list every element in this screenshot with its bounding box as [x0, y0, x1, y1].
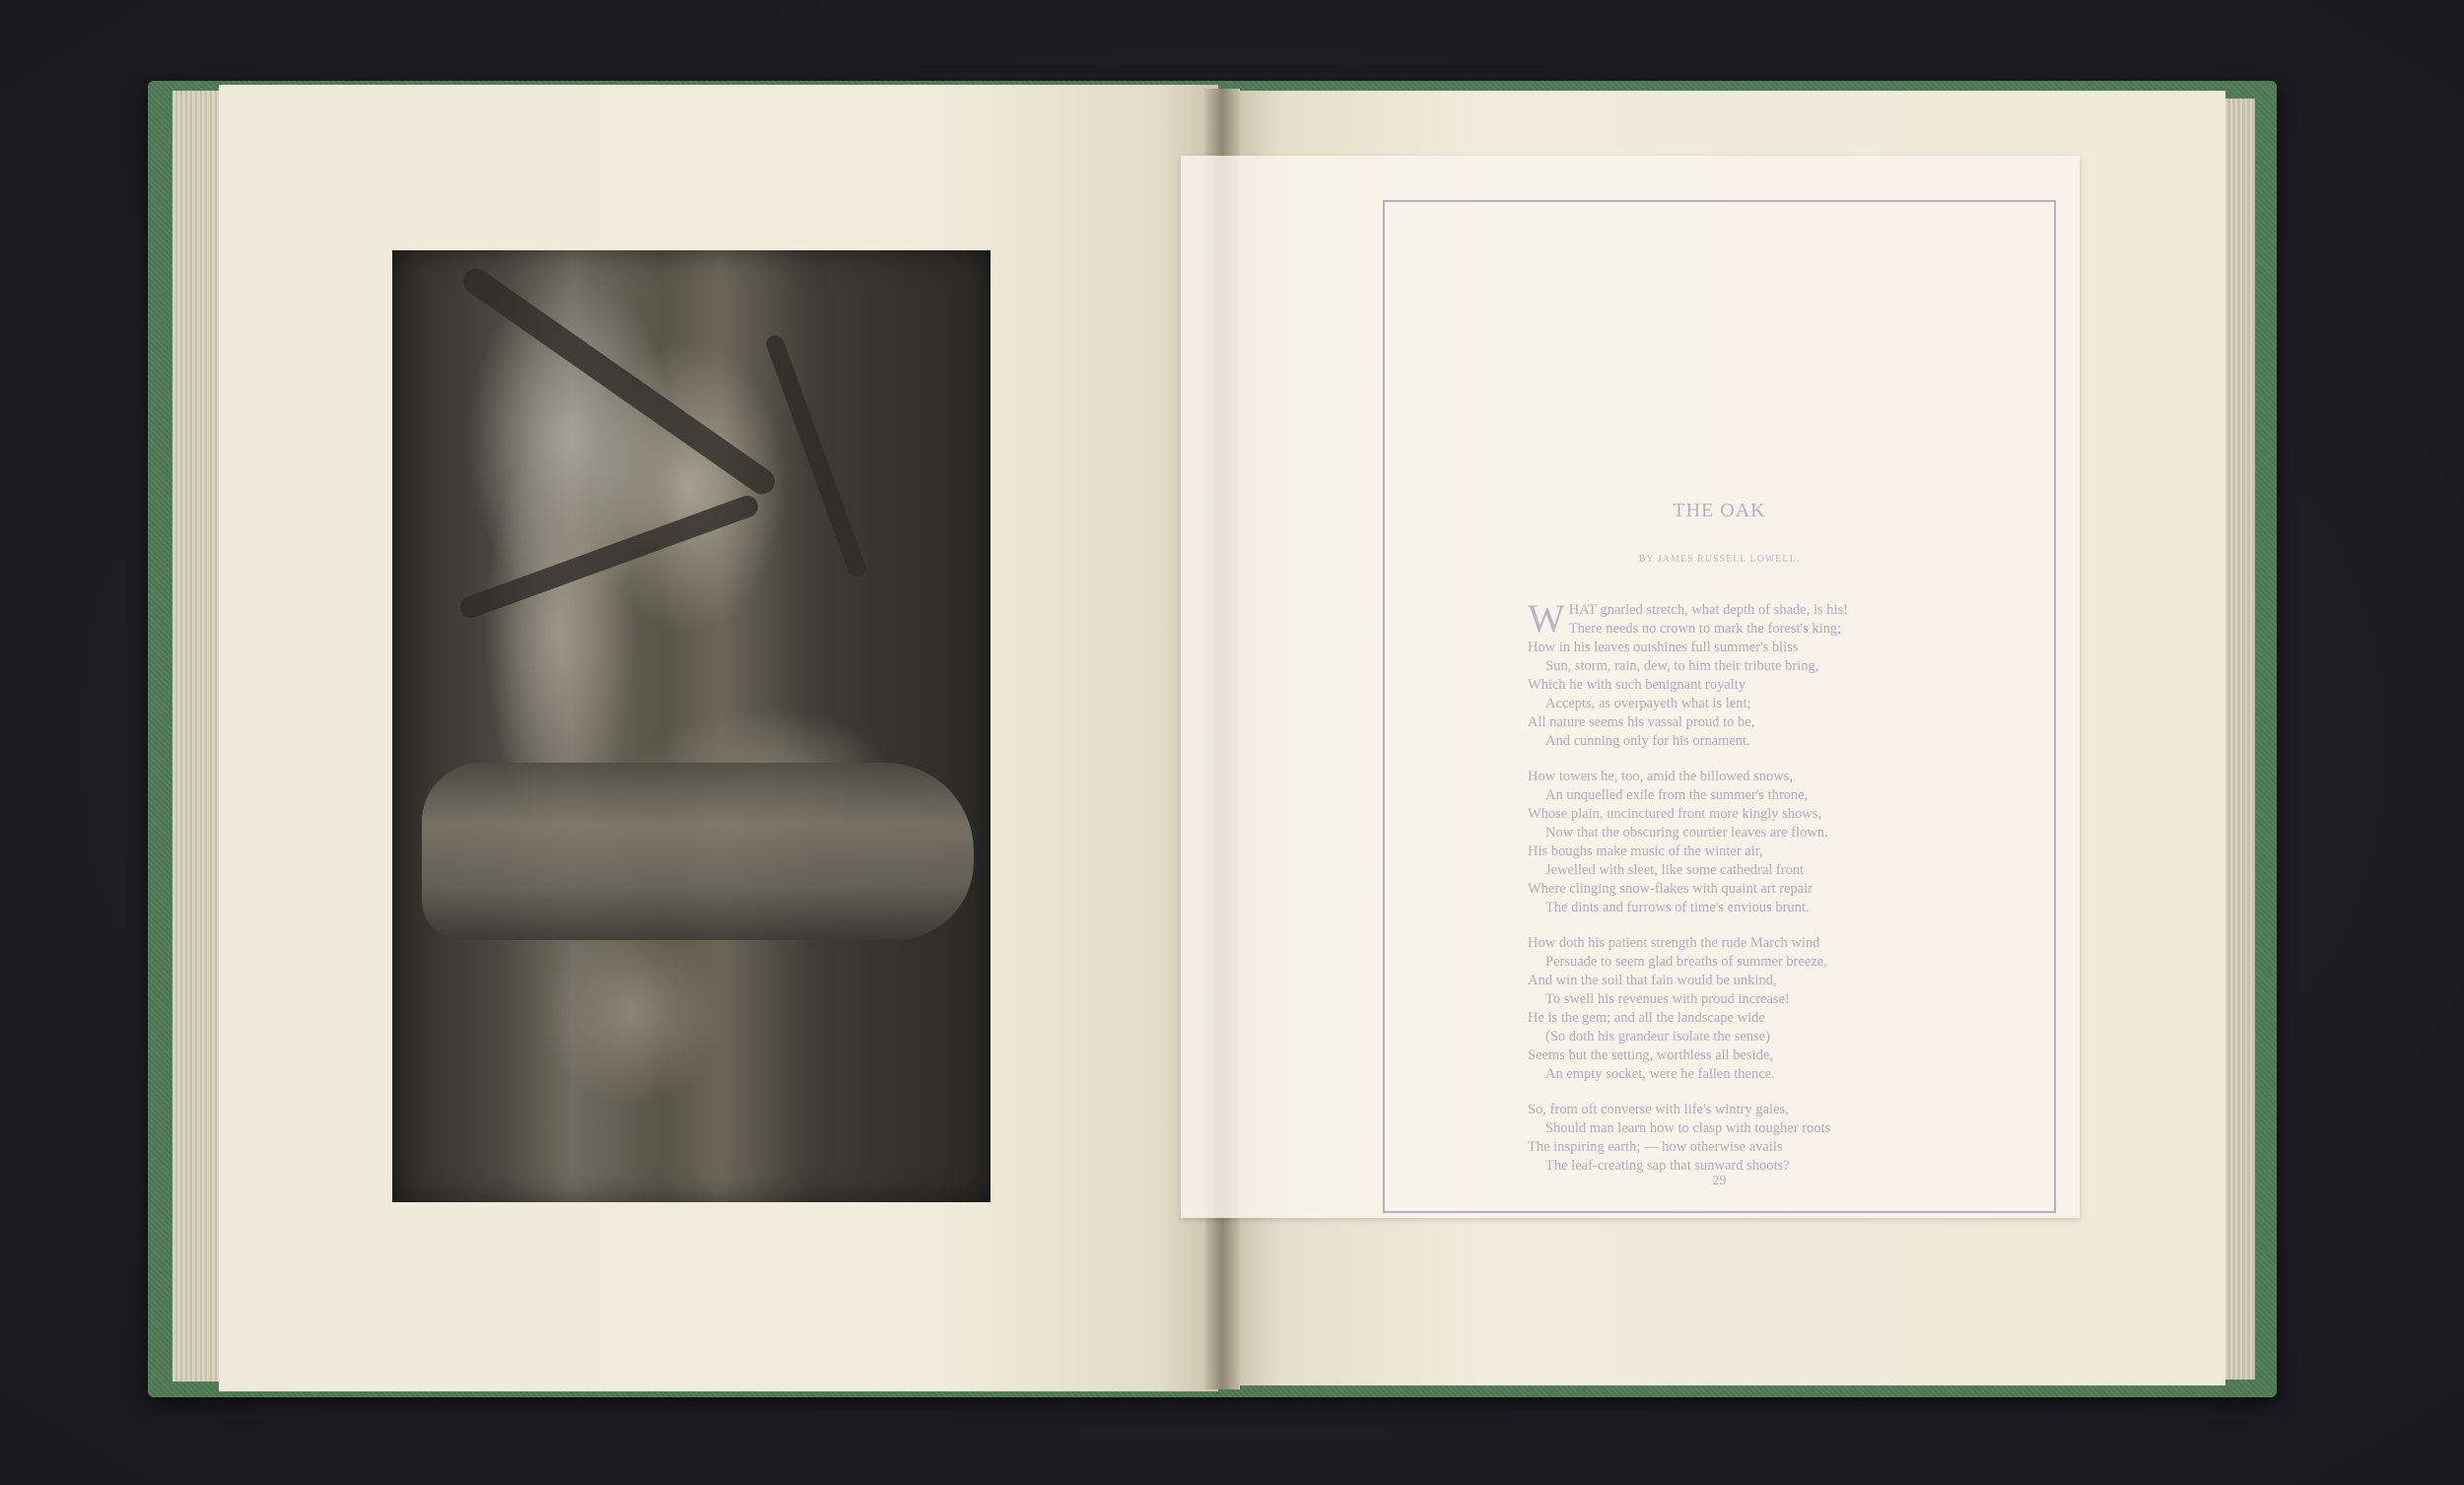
poem-line: So, from oft converse with life's wintry gales, [1528, 1102, 1789, 1117]
poem-line: The dints and furrows of time's envious brunt. [1545, 900, 1810, 915]
poem-line: To swell his revenues with proud increase! [1545, 991, 1790, 1007]
poem-author: BY JAMES RUSSELL LOWELL. [1638, 554, 1801, 565]
poem-line: (So doth his grandeur isolate the sense) [1545, 1029, 1770, 1045]
poem-line: An unquelled exile from the summer's throne, [1545, 787, 1809, 803]
poem-line: His boughs make music of the winter air, [1528, 844, 1763, 859]
poem-drop-cap: W [1528, 596, 1565, 641]
poem-stanza [1528, 934, 2020, 1084]
poem-line: And cunning only for his ornament. [1545, 733, 1750, 749]
poem-title: THE OAK [1673, 500, 1766, 521]
page-number: 29 [1712, 1174, 1727, 1188]
poem-line: Where clinging snow-flakes with quaint art repair [1528, 881, 1814, 897]
poem-line: An empty socket, were he fallen thence. [1545, 1066, 1775, 1082]
poem-line: The leaf-creating sap that sunward shoots? [1545, 1158, 1790, 1174]
poem-line: All nature seems his vassal proud to be, [1528, 714, 1755, 730]
poem-stanza [1528, 768, 2020, 917]
poem-line: Now that the obscuring courtier leaves are flown. [1545, 825, 1828, 841]
poem-line: Persuade to seem glad breaths of summer breeze, [1545, 954, 1827, 970]
poem-line: Jewelled with sleet, like some cathedral front [1545, 862, 1805, 878]
poem-line: He is the gem; and all the landscape wide [1528, 1010, 1765, 1026]
poem-line: Seems but the setting, worthless all beside, [1528, 1047, 1773, 1063]
poem-line: Whose plain, uncinctured front more kingly shows, [1528, 806, 1821, 822]
poem-line: The inspiring earth; — how otherwise avails [1528, 1139, 1783, 1155]
poem-stanza [1528, 596, 2020, 751]
poem-line: Sun, storm, rain, dew, to him their tribute bring, [1545, 658, 1819, 674]
poem-line: How doth his patient strength the rude March wind [1528, 935, 1820, 951]
poem-line: Which he with such benignant royalty [1528, 677, 1746, 693]
poem-line: HAT gnarled stretch, what depth of shade, is his! [1568, 602, 1848, 618]
poem-line: How towers he, too, amid the billowed snows, [1528, 769, 1794, 784]
oak-tree-photograph [392, 250, 991, 1202]
poem-line: And win the soil that fain would be unkind, [1528, 973, 1777, 988]
poem-line: Accepts, as overpayeth what is lent; [1545, 696, 1751, 711]
poem-line: How in his leaves outshines full summer's bliss [1528, 640, 1799, 655]
poem-stanza [1528, 1101, 2020, 1176]
poem-body [1528, 596, 2020, 1192]
poem-line: Should man learn how to clasp with tougher roots [1545, 1120, 1831, 1136]
photo-oak-trunk [422, 763, 974, 940]
poem-line: There needs no crown to mark the forest's king; [1568, 621, 1842, 637]
